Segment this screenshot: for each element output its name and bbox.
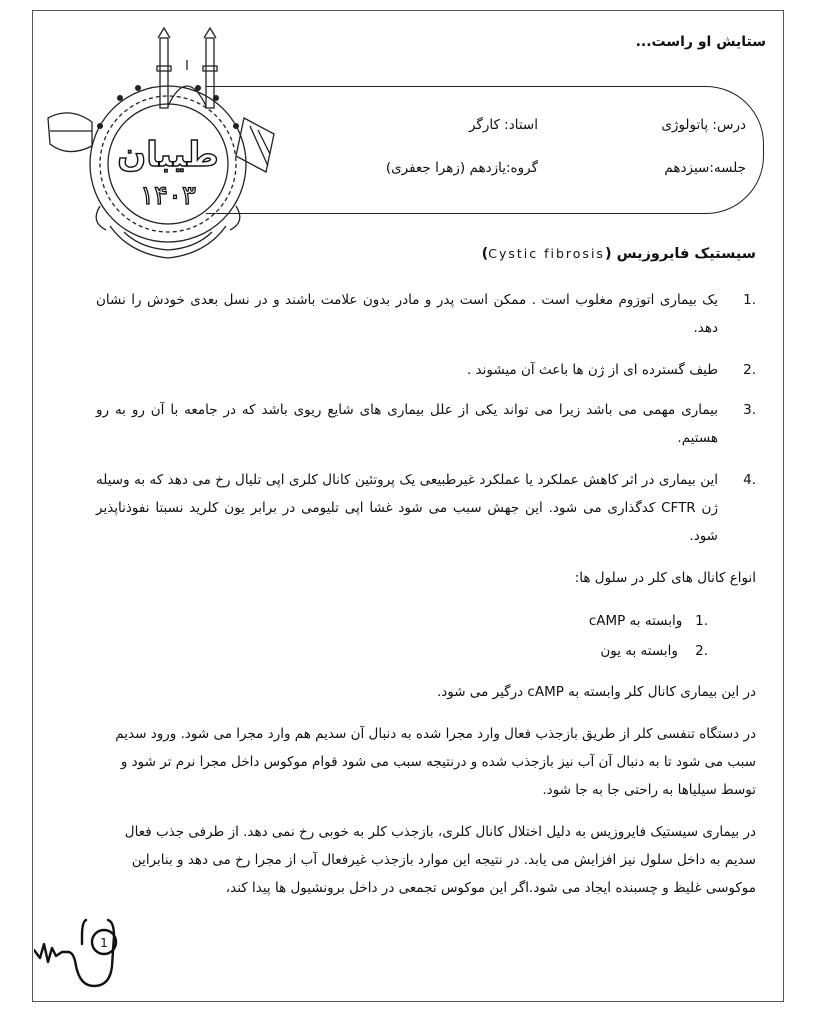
title-en: Cystic fibrosis <box>488 246 605 261</box>
tabiban-logo <box>40 26 276 262</box>
list-item <box>96 396 756 452</box>
channel-text: وابسته به cAMP <box>588 613 683 629</box>
channel-number: .2 <box>695 643 708 659</box>
paragraph: در این بیماری کانال کلر وابسته به cAMP درگیر می شود. <box>436 684 756 700</box>
list-text: طیف گسترده ای از ژن ها باعث آن میشوند . <box>466 362 718 378</box>
header-frame <box>206 86 764 214</box>
list-number: .2 <box>743 362 756 378</box>
list-item <box>96 356 756 384</box>
list-number: .1 <box>743 292 756 308</box>
teacher-label: استاد: کارگر <box>468 117 538 133</box>
course-label: درس: پاتولوژی <box>661 117 746 133</box>
group-label: گروه:یازدهم (زهرا جعفری) <box>385 160 538 176</box>
channel-item <box>600 638 708 664</box>
list-item <box>96 466 756 550</box>
list-text: بیماری مهمی می باشد زیرا می تواند یکی از علل بیماری های شایع ریوی باشد که در جامعه با آن رو به رو هستیم. <box>96 402 718 446</box>
title-fa: سیستیک فایروزیس <box>616 246 756 262</box>
channels-heading: انواع کانال های کلر در سلول ها: <box>574 570 756 586</box>
session-label: جلسه:سیزدهم <box>664 160 746 176</box>
paragraph: در دستگاه تنفسی کلر از طریق بازجذب فعال وارد مجرا شده به دنبال آن سدیم هم وارد مجرا می شود. ورود سدیم سبب می شود تا به دنبال آن آب نیز بازجذب شده و درنتیجه سبب می شود قوام موکوس داخل مجرا نرم تر شود و توسط سیلیاها به راحتی جا به جا شود. <box>115 726 756 798</box>
page-number: 1 <box>100 936 108 950</box>
logo-text: طیبان <box>117 135 219 175</box>
list-number: .3 <box>743 402 756 418</box>
channel-text: وابسته به یون <box>600 643 678 659</box>
section-title: سیستیک فایروزیس (Cystic fibrosis) <box>481 246 756 262</box>
channel-number: .1 <box>695 613 708 629</box>
logo-year: ۱۴۰۳ <box>140 181 196 211</box>
list-number: .4 <box>743 472 756 488</box>
channel-item <box>589 608 708 634</box>
stethoscope-icon <box>34 914 134 994</box>
list-text: یک بیماری اتوزوم مغلوب است . ممکن است پدر و مادر بدون علامت باشند و در نسل بعدی خودش را نشان دهد. <box>96 292 718 336</box>
paragraph: در بیماری سیستیک فایروزیس به دلیل اختلال کانال کلری، بازجذب کلر به خوبی رخ نمی دهد. از طرفی جذب فعال سدیم به داخل سلول نیز افزایش می یابد. در نتیجه این موارد بازجذب غیرفعال آب از مجرا رخ می دهد و بنابراین موکوسی غلیظ و چسبنده ایجاد می شود.اگر این موکوس تجمعی در داخل برونشیول ها پیدا کند، <box>124 824 756 896</box>
list-item <box>96 286 756 342</box>
top-note: ستایش او راست... <box>635 34 766 50</box>
list-text: این بیماری در اثر کاهش عملکرد یا عملکرد غیرطبیعی یک پروتئین کانال کلری اپی تلیال رخ می دهد که به وسیله ژن CFTR کدگذاری می شود. این جهش سبب می شود غشا اپی تلیومی در برابر یون کلرید نسبتا نفوذناپذیر شود. <box>96 472 718 544</box>
